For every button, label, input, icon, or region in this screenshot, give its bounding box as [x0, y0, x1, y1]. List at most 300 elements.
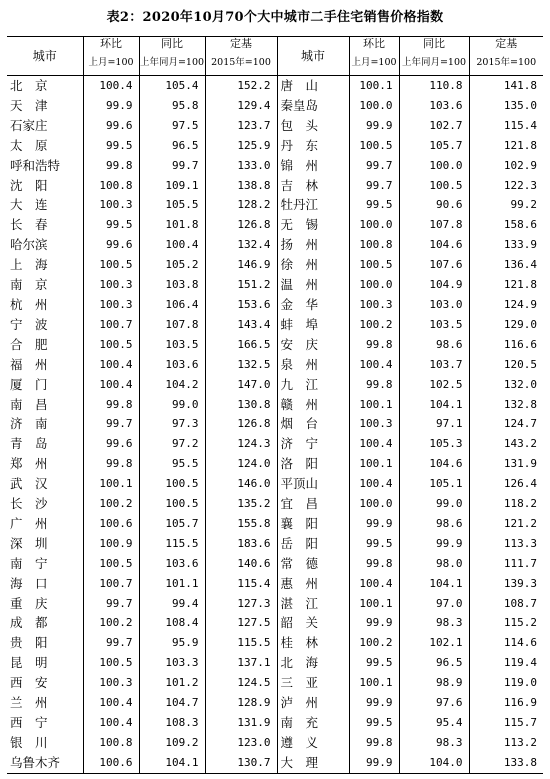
table-row: [7, 733, 543, 753]
base-value-left: 115.5: [205, 633, 277, 653]
city-name-right: 徐 州: [277, 255, 349, 275]
base-value-right: 99.2: [469, 195, 543, 215]
base-value-left: 133.0: [205, 156, 277, 176]
city-name-right: 桂 林: [277, 633, 349, 653]
subheader-mom-right: 上月=100: [349, 51, 399, 76]
city-name-left: 深 圳: [10, 535, 48, 551]
base-value-right: 114.6: [469, 633, 543, 653]
base-value-right: 133.9: [469, 235, 543, 255]
city-name-left: 昆 明: [10, 655, 48, 671]
mom-value-right: 99.9: [349, 613, 399, 633]
yoy-value-left: 100.4: [139, 235, 205, 255]
header-city-left: 城市: [7, 37, 83, 76]
city-name-left: 宁 波: [10, 316, 48, 332]
city-name-left: 厦 门: [10, 376, 48, 392]
city-name-left: 西 安: [10, 675, 48, 691]
mom-value-right: 99.9: [349, 116, 399, 136]
base-value-left: 130.8: [205, 395, 277, 415]
yoy-value-right: 99.0: [399, 494, 469, 514]
yoy-value-left: 99.4: [139, 594, 205, 614]
city-name-right: 宜 昌: [277, 494, 349, 514]
mom-value-left: 99.7: [83, 594, 139, 614]
table-row: [7, 335, 543, 355]
yoy-value-right: 105.1: [399, 474, 469, 494]
city-name-left: 石家庄: [10, 117, 48, 133]
header-base-left: 定基: [205, 37, 277, 52]
mom-value-left: 100.5: [83, 255, 139, 275]
header-city-right: 城市: [277, 37, 349, 76]
base-value-left: 140.6: [205, 554, 277, 574]
city-name-right: 丹 东: [277, 136, 349, 156]
base-value-right: 121.8: [469, 136, 543, 156]
yoy-value-left: 103.3: [139, 653, 205, 673]
mom-value-right: 100.8: [349, 235, 399, 255]
yoy-value-right: 95.4: [399, 713, 469, 733]
table-row: [7, 116, 543, 136]
table-row: [7, 514, 543, 534]
base-value-right: 131.9: [469, 454, 543, 474]
base-value-right: 118.2: [469, 494, 543, 514]
yoy-value-left: 104.2: [139, 375, 205, 395]
base-value-left: 143.4: [205, 315, 277, 335]
mom-value-left: 99.7: [83, 633, 139, 653]
city-name-left: 郑 州: [10, 456, 48, 472]
yoy-value-right: 102.7: [399, 116, 469, 136]
city-name-right: 岳 阳: [277, 534, 349, 554]
mom-value-left: 100.5: [83, 335, 139, 355]
city-name-left: 上 海: [10, 257, 48, 273]
city-name-right: 九 江: [277, 375, 349, 395]
table-title: 表2：2020年10月70个大中城市二手住宅销售价格指数: [106, 10, 444, 25]
city-name-right: 济 宁: [277, 434, 349, 454]
mom-value-left: 99.5: [83, 215, 139, 235]
city-name-left: 福 州: [10, 356, 48, 372]
table-row: [7, 315, 543, 335]
base-value-right: 116.6: [469, 335, 543, 355]
city-name-left: 合 肥: [10, 336, 48, 352]
city-name-right: 无 锡: [277, 215, 349, 235]
mom-value-right: 100.0: [349, 215, 399, 235]
city-name-right: 泉 州: [277, 355, 349, 375]
city-name-right: 大 理: [277, 753, 349, 773]
base-value-right: 121.2: [469, 514, 543, 534]
table-row: [7, 633, 543, 653]
yoy-value-left: 95.9: [139, 633, 205, 653]
yoy-value-left: 105.4: [139, 76, 205, 96]
table-row: [7, 594, 543, 614]
yoy-value-right: 103.5: [399, 315, 469, 335]
city-name-right: 常 德: [277, 554, 349, 574]
base-value-left: 152.2: [205, 76, 277, 96]
yoy-value-left: 105.2: [139, 255, 205, 275]
mom-value-left: 100.6: [83, 514, 139, 534]
city-name-right: 蚌 埠: [277, 315, 349, 335]
mom-value-left: 100.3: [83, 295, 139, 315]
yoy-value-left: 95.8: [139, 96, 205, 116]
yoy-value-right: 97.1: [399, 414, 469, 434]
base-value-left: 131.9: [205, 713, 277, 733]
yoy-value-left: 96.5: [139, 136, 205, 156]
yoy-value-right: 98.6: [399, 514, 469, 534]
yoy-value-left: 103.8: [139, 275, 205, 295]
header-mom-left: 环比: [83, 37, 139, 52]
table-row: [7, 534, 543, 554]
base-value-right: 111.7: [469, 554, 543, 574]
subheader-base-right: 2015年=100: [469, 51, 543, 76]
city-name-right: 唐 山: [277, 76, 349, 96]
mom-value-left: 100.4: [83, 355, 139, 375]
city-name-right: 秦皇岛: [277, 96, 349, 116]
base-value-right: 115.2: [469, 613, 543, 633]
mom-value-right: 99.5: [349, 653, 399, 673]
yoy-value-right: 107.6: [399, 255, 469, 275]
city-name-right: 惠 州: [277, 574, 349, 594]
yoy-value-left: 115.5: [139, 534, 205, 554]
mom-value-left: 99.6: [83, 235, 139, 255]
mom-value-right: 99.9: [349, 514, 399, 534]
base-value-right: 113.3: [469, 534, 543, 554]
mom-value-right: 100.0: [349, 96, 399, 116]
base-value-right: 136.4: [469, 255, 543, 275]
yoy-value-left: 101.8: [139, 215, 205, 235]
table-row: [7, 494, 543, 514]
yoy-value-left: 103.5: [139, 335, 205, 355]
yoy-value-right: 104.0: [399, 753, 469, 773]
mom-value-right: 99.9: [349, 693, 399, 713]
mom-value-right: 99.7: [349, 156, 399, 176]
city-name-left: 济 南: [10, 416, 48, 432]
mom-value-left: 99.7: [83, 414, 139, 434]
mom-value-right: 100.2: [349, 633, 399, 653]
mom-value-right: 100.1: [349, 594, 399, 614]
table-row: [7, 454, 543, 474]
yoy-value-left: 108.3: [139, 713, 205, 733]
yoy-value-right: 104.1: [399, 395, 469, 415]
base-value-right: 120.5: [469, 355, 543, 375]
base-value-left: 127.5: [205, 613, 277, 633]
base-value-left: 123.0: [205, 733, 277, 753]
table-row: [7, 136, 543, 156]
city-name-left: 长 春: [10, 217, 48, 233]
table-row: [7, 375, 543, 395]
city-name-right: 赣 州: [277, 395, 349, 415]
city-name-right: 襄 阳: [277, 514, 349, 534]
base-value-right: 121.8: [469, 275, 543, 295]
header-base-right: 定基: [469, 37, 543, 52]
mom-value-right: 100.1: [349, 76, 399, 96]
base-value-left: 126.8: [205, 215, 277, 235]
yoy-value-left: 101.1: [139, 574, 205, 594]
base-value-left: 130.7: [205, 753, 277, 773]
yoy-value-right: 103.6: [399, 96, 469, 116]
table-row: [7, 554, 543, 574]
table-row: [7, 574, 543, 594]
mom-value-right: 99.5: [349, 195, 399, 215]
yoy-value-right: 102.1: [399, 633, 469, 653]
yoy-value-left: 103.6: [139, 554, 205, 574]
yoy-value-right: 104.6: [399, 454, 469, 474]
city-name-right: 锦 州: [277, 156, 349, 176]
city-name-left: 天 津: [10, 97, 48, 113]
table-row: [7, 275, 543, 295]
yoy-value-right: 107.8: [399, 215, 469, 235]
city-name-left: 南 昌: [10, 396, 48, 412]
city-name-right: 安 庆: [277, 335, 349, 355]
yoy-value-right: 103.0: [399, 295, 469, 315]
city-name-left: 大 连: [10, 197, 48, 213]
mom-value-right: 100.4: [349, 574, 399, 594]
city-name-right: 牡丹江: [277, 195, 349, 215]
city-name-left: 成 都: [10, 615, 48, 631]
city-name-right: 北 海: [277, 653, 349, 673]
city-name-right: 包 头: [277, 116, 349, 136]
yoy-value-left: 99.0: [139, 395, 205, 415]
base-value-left: 123.7: [205, 116, 277, 136]
city-name-left: 广 州: [10, 515, 48, 531]
mom-value-right: 100.4: [349, 474, 399, 494]
mom-value-left: 100.8: [83, 733, 139, 753]
base-value-left: 146.9: [205, 255, 277, 275]
base-value-left: 153.6: [205, 295, 277, 315]
mom-value-left: 100.4: [83, 375, 139, 395]
table-row: [7, 434, 543, 454]
table-row: [7, 653, 543, 673]
table-row: [7, 76, 543, 96]
table-row: [7, 673, 543, 693]
table-row: [7, 613, 543, 633]
city-name-left: 重 庆: [10, 595, 48, 611]
yoy-value-left: 105.5: [139, 195, 205, 215]
base-value-left: 135.2: [205, 494, 277, 514]
table-row: [7, 176, 543, 196]
city-name-right: 扬 州: [277, 235, 349, 255]
mom-value-left: 99.8: [83, 395, 139, 415]
base-value-left: 128.9: [205, 693, 277, 713]
city-name-left: 银 川: [10, 734, 48, 750]
city-name-left: 海 口: [10, 575, 48, 591]
base-value-left: 147.0: [205, 375, 277, 395]
mom-value-left: 100.3: [83, 275, 139, 295]
mom-value-right: 100.3: [349, 295, 399, 315]
base-value-right: 126.4: [469, 474, 543, 494]
table-row: [7, 713, 543, 733]
mom-value-right: 99.8: [349, 335, 399, 355]
mom-value-right: 99.7: [349, 176, 399, 196]
yoy-value-left: 108.4: [139, 613, 205, 633]
city-name-right: 温 州: [277, 275, 349, 295]
base-value-left: 129.4: [205, 96, 277, 116]
mom-value-right: 99.5: [349, 534, 399, 554]
yoy-value-right: 102.5: [399, 375, 469, 395]
subheader-yoy-left: 上年同月=100: [139, 51, 205, 76]
mom-value-right: 99.8: [349, 733, 399, 753]
base-value-left: 124.5: [205, 673, 277, 693]
subheader-base-left: 2015年=100: [205, 51, 277, 76]
city-name-left: 杭 州: [10, 296, 48, 312]
base-value-right: 116.9: [469, 693, 543, 713]
yoy-value-right: 97.0: [399, 594, 469, 614]
base-value-left: 128.2: [205, 195, 277, 215]
mom-value-left: 99.8: [83, 454, 139, 474]
mom-value-left: 100.8: [83, 176, 139, 196]
yoy-value-right: 110.8: [399, 76, 469, 96]
table-row: [7, 255, 543, 275]
header-yoy-right: 同比: [399, 37, 469, 52]
mom-value-left: 100.5: [83, 554, 139, 574]
yoy-value-right: 103.7: [399, 355, 469, 375]
yoy-value-right: 100.0: [399, 156, 469, 176]
base-value-left: 126.8: [205, 414, 277, 434]
table-body: [7, 76, 543, 774]
mom-value-left: 100.4: [83, 713, 139, 733]
city-name-left: 太 原: [10, 137, 48, 153]
mom-value-right: 100.1: [349, 395, 399, 415]
yoy-value-right: 96.5: [399, 653, 469, 673]
mom-value-left: 99.6: [83, 116, 139, 136]
yoy-value-right: 97.6: [399, 693, 469, 713]
mom-value-right: 99.8: [349, 554, 399, 574]
city-name-right: 湛 江: [277, 594, 349, 614]
header-mom-right: 环比: [349, 37, 399, 52]
mom-value-right: 100.1: [349, 673, 399, 693]
yoy-value-left: 104.1: [139, 753, 205, 773]
base-value-left: 125.9: [205, 136, 277, 156]
city-name-right: 南 充: [277, 713, 349, 733]
city-name-left: 南 京: [10, 277, 48, 293]
mom-value-right: 99.8: [349, 375, 399, 395]
base-value-right: 141.8: [469, 76, 543, 96]
base-value-left: 115.4: [205, 574, 277, 594]
table-row: [7, 474, 543, 494]
base-value-left: 124.3: [205, 434, 277, 454]
city-name-right: 三 亚: [277, 673, 349, 693]
yoy-value-left: 109.2: [139, 733, 205, 753]
mom-value-right: 100.5: [349, 136, 399, 156]
city-name-right: 韶 关: [277, 613, 349, 633]
table-row: [7, 295, 543, 315]
base-value-left: 138.8: [205, 176, 277, 196]
city-name-left: 呼和浩特: [10, 157, 61, 173]
table-row: [7, 355, 543, 375]
table-row: [7, 414, 543, 434]
mom-value-left: 100.3: [83, 195, 139, 215]
mom-value-left: 100.4: [83, 76, 139, 96]
yoy-value-left: 97.5: [139, 116, 205, 136]
yoy-value-right: 99.9: [399, 534, 469, 554]
base-value-left: 183.6: [205, 534, 277, 554]
base-value-right: 139.3: [469, 574, 543, 594]
table-row: [7, 96, 543, 116]
base-value-right: 102.9: [469, 156, 543, 176]
city-name-right: 金 华: [277, 295, 349, 315]
base-value-right: 135.0: [469, 96, 543, 116]
yoy-value-right: 104.6: [399, 235, 469, 255]
yoy-value-right: 105.3: [399, 434, 469, 454]
base-value-left: 151.2: [205, 275, 277, 295]
city-name-left: 北 京: [10, 78, 48, 93]
mom-value-left: 100.7: [83, 574, 139, 594]
base-value-right: 133.8: [469, 753, 543, 773]
yoy-value-left: 99.7: [139, 156, 205, 176]
header-yoy-left: 同比: [139, 37, 205, 52]
yoy-value-left: 100.5: [139, 474, 205, 494]
table-row: [7, 235, 543, 255]
city-name-left: 沈 阳: [10, 177, 48, 193]
mom-value-right: 100.4: [349, 355, 399, 375]
table-row: [7, 156, 543, 176]
base-value-left: 137.1: [205, 653, 277, 673]
mom-value-left: 100.3: [83, 673, 139, 693]
subheader-mom-left: 上月=100: [83, 51, 139, 76]
base-value-left: 132.4: [205, 235, 277, 255]
base-value-right: 158.6: [469, 215, 543, 235]
yoy-value-left: 104.7: [139, 693, 205, 713]
yoy-value-left: 100.5: [139, 494, 205, 514]
yoy-value-left: 101.2: [139, 673, 205, 693]
table-row: [7, 215, 543, 235]
yoy-value-left: 97.3: [139, 414, 205, 434]
yoy-value-left: 106.4: [139, 295, 205, 315]
base-value-right: 108.7: [469, 594, 543, 614]
city-name-right: 洛 阳: [277, 454, 349, 474]
yoy-value-left: 105.7: [139, 514, 205, 534]
base-value-left: 146.0: [205, 474, 277, 494]
table-row: [7, 693, 543, 713]
yoy-value-right: 105.7: [399, 136, 469, 156]
yoy-value-left: 97.2: [139, 434, 205, 454]
mom-value-left: 100.2: [83, 613, 139, 633]
base-value-left: 127.3: [205, 594, 277, 614]
city-name-right: 烟 台: [277, 414, 349, 434]
mom-value-right: 100.0: [349, 494, 399, 514]
yoy-value-right: 98.6: [399, 335, 469, 355]
yoy-value-right: 104.9: [399, 275, 469, 295]
base-value-right: 124.7: [469, 414, 543, 434]
base-value-right: 132.0: [469, 375, 543, 395]
mom-value-left: 99.8: [83, 156, 139, 176]
yoy-value-right: 98.9: [399, 673, 469, 693]
mom-value-left: 100.4: [83, 693, 139, 713]
mom-value-left: 100.5: [83, 653, 139, 673]
base-value-right: 113.2: [469, 733, 543, 753]
mom-value-left: 100.1: [83, 474, 139, 494]
mom-value-left: 99.9: [83, 96, 139, 116]
yoy-value-left: 109.1: [139, 176, 205, 196]
city-name-left: 青 岛: [10, 436, 48, 452]
mom-value-right: 100.3: [349, 414, 399, 434]
mom-value-right: 100.0: [349, 275, 399, 295]
mom-value-right: 100.5: [349, 255, 399, 275]
city-name-left: 贵 阳: [10, 635, 48, 651]
yoy-value-right: 98.3: [399, 613, 469, 633]
table-row: [7, 753, 543, 773]
base-value-left: 124.0: [205, 454, 277, 474]
base-value-right: 119.0: [469, 673, 543, 693]
yoy-value-right: 104.1: [399, 574, 469, 594]
city-name-left: 长 沙: [10, 496, 48, 512]
mom-value-left: 99.5: [83, 136, 139, 156]
table-row: [7, 395, 543, 415]
city-name-left: 兰 州: [10, 695, 48, 711]
base-value-right: 115.4: [469, 116, 543, 136]
base-value-right: 119.4: [469, 653, 543, 673]
yoy-value-left: 95.5: [139, 454, 205, 474]
city-name-left: 西 宁: [10, 715, 48, 730]
subheader-yoy-right: 上年同月=100: [399, 51, 469, 76]
mom-value-right: 100.4: [349, 434, 399, 454]
yoy-value-right: 100.5: [399, 176, 469, 196]
mom-value-left: 100.7: [83, 315, 139, 335]
